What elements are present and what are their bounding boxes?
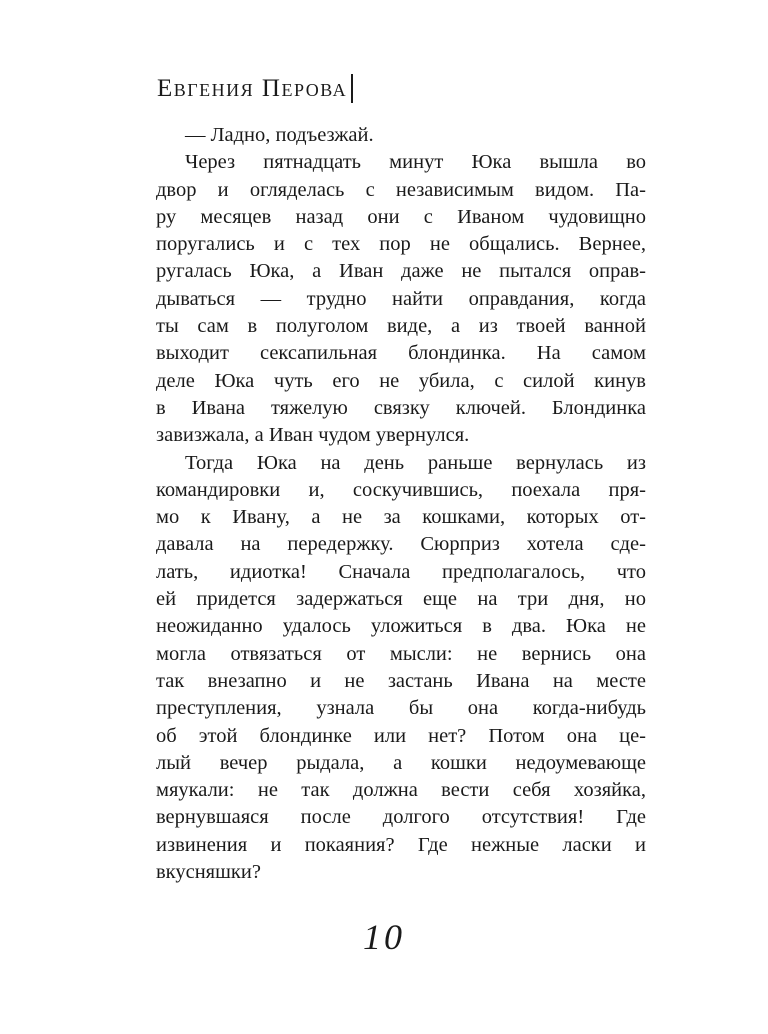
text-line: ругалась Юка, а Иван даже не пытался оправ- (156, 260, 646, 283)
text-line: деле Юка чуть его не убила, с силой кинув (156, 369, 646, 392)
body-text (156, 122, 646, 886)
text-line: — Ладно, подъезжай. (185, 124, 374, 146)
text-line: вкусняшки? (156, 861, 261, 884)
page-number: 10 (363, 917, 405, 957)
text-line: ты сам в полуголом виде, а из твоей ванной (156, 315, 646, 338)
text-line: неожиданно удалось уложиться в два. Юка не (156, 615, 646, 638)
text-line: преступления, узнала бы она когда-нибудь (156, 697, 646, 720)
text-line: ру месяцев назад они с Иваном чудовищно (156, 205, 646, 228)
text-line: двор и огляделась с независимым видом. Па- (156, 178, 646, 201)
text-line: лать, идиотка! Сначала предполагалось, что (156, 560, 646, 583)
text-line: командировки и, соскучившись, поехала пря- (156, 478, 646, 501)
text-line: Через пятнадцать минут Юка вышла во (185, 151, 646, 174)
text-line: давала на передержку. Сюрприз хотела сде- (156, 533, 646, 556)
text-line: лый вечер рыдала, а кошки недоумевающе (156, 751, 646, 774)
header-vertical-rule (351, 74, 353, 103)
text-line: поругались и с тех пор не общались. Вернее, (156, 233, 646, 256)
text-line: в Ивана тяжелую связку ключей. Блондинка (156, 396, 646, 419)
text-line: мяукали: не так должна вести себя хозяйка, (156, 779, 646, 802)
text-line: вернувшаяся после долгого отсутствия! Где (156, 806, 646, 829)
text-line: завизжала, а Иван чудом увернулся. (156, 424, 470, 447)
text-line: дываться — трудно найти оправдания, когда (156, 287, 646, 310)
text-line: об этой блондинке или нет? Потом она це- (156, 724, 646, 747)
running-header (157, 72, 353, 106)
text-line: могла отвязаться от мысли: не вернись она (156, 642, 646, 665)
text-line: мо к Ивану, а не за кошками, которых от- (156, 506, 646, 529)
text-line: извинения и покаяния? Где нежные ласки и (156, 833, 646, 856)
text-line: Тогда Юка на день раньше вернулась из (185, 451, 646, 474)
header-author-name: Евгения Перова (157, 75, 348, 102)
text-line: так внезапно и не застань Ивана на месте (156, 669, 646, 692)
text-line: выходит сексапильная блондинка. На самом (156, 342, 646, 365)
text-line: ей придется задержаться еще на три дня, но (156, 588, 646, 611)
